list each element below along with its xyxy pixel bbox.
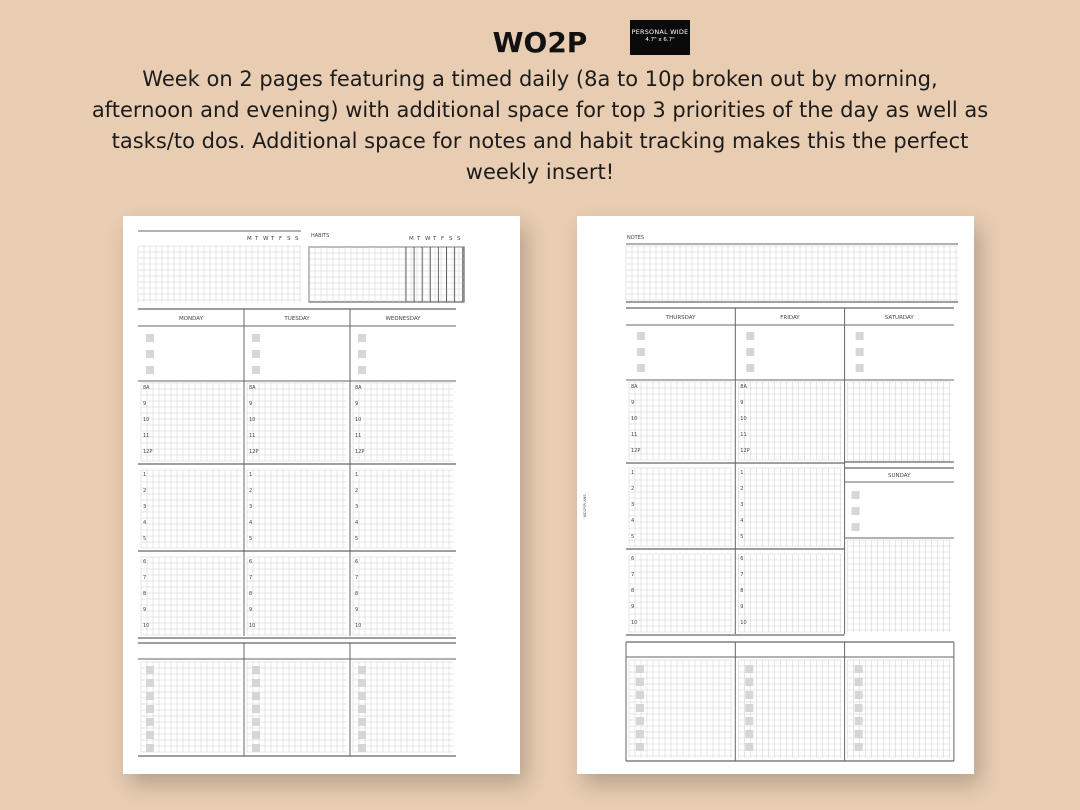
time-slot-label: 11 (143, 433, 150, 439)
habits-weekday-letter: S (449, 236, 453, 242)
time-slot-label: 2 (740, 486, 744, 492)
time-slot-label: 8 (143, 591, 147, 597)
task-checkbox (146, 666, 154, 674)
habits-grid (309, 247, 464, 302)
task-checkbox (636, 730, 644, 738)
priority-checkbox (856, 332, 864, 340)
task-checkbox (252, 705, 260, 713)
time-slot-label: 1 (355, 472, 359, 478)
time-slot-label: 2 (249, 488, 253, 494)
priority-checkbox (358, 334, 366, 342)
task-checkbox (636, 678, 644, 686)
task-checkbox (636, 704, 644, 712)
priority-checkbox (252, 334, 260, 342)
right-page-layout (577, 216, 974, 774)
task-checkbox (855, 730, 863, 738)
time-grid (353, 557, 453, 635)
time-slot-label: 1 (631, 470, 635, 476)
tasks-grid (629, 660, 732, 758)
time-slot-label: 8 (631, 588, 635, 594)
tracker-grid (138, 246, 301, 303)
notes-label: NOTES (627, 235, 645, 241)
priority-checkbox (637, 332, 645, 340)
time-slot-label: 4 (740, 518, 744, 524)
habits-weekday-letter: S (457, 236, 461, 242)
task-checkbox (855, 665, 863, 673)
habits-label: HABITS (311, 233, 330, 239)
task-checkbox (358, 731, 366, 739)
time-slot-label: 1 (249, 472, 253, 478)
time-slot-label: 10 (740, 416, 747, 422)
time-slot-label: 7 (355, 575, 359, 581)
time-slot-label: 5 (740, 534, 744, 540)
time-grid (247, 383, 347, 461)
day-header-sunday: SUNDAY (888, 473, 911, 479)
time-grid (247, 470, 347, 548)
task-checkbox (855, 717, 863, 725)
time-slot-label: 10 (631, 416, 638, 422)
sunday-priority-checkbox (852, 491, 860, 499)
time-grid (738, 554, 841, 632)
task-checkbox (252, 744, 260, 752)
time-slot-label: 4 (631, 518, 635, 524)
time-grid (738, 468, 841, 546)
saturday-grid (848, 382, 951, 462)
time-slot-label: 9 (631, 400, 635, 406)
time-slot-label: 4 (249, 520, 253, 526)
task-checkbox (358, 679, 366, 687)
priority-checkbox (856, 364, 864, 372)
day-header-monday: MONDAY (178, 316, 204, 322)
tracker-weekday-letter: M (247, 236, 252, 242)
tracker-weekday-letter: W (263, 236, 269, 242)
time-slot-label: 6 (355, 559, 359, 565)
task-checkbox (358, 718, 366, 726)
priority-checkbox (252, 350, 260, 358)
time-slot-label: 10 (143, 417, 150, 423)
time-slot-label: 8 (249, 591, 253, 597)
task-checkbox (745, 678, 753, 686)
habits-weekday-letter: M (409, 236, 414, 242)
time-slot-label: 6 (631, 556, 635, 562)
time-slot-label: 11 (249, 433, 256, 439)
priority-checkbox (637, 364, 645, 372)
time-slot-label: 9 (143, 607, 147, 613)
sunday-priority-checkbox (852, 523, 860, 531)
habits-weekday-letter: W (425, 236, 431, 242)
day-header-wednesday: WEDNESDAY (385, 316, 421, 322)
tasks-grid (247, 662, 347, 752)
task-checkbox (855, 691, 863, 699)
priority-checkbox (746, 364, 754, 372)
time-slot-label: 7 (740, 572, 744, 578)
task-checkbox (855, 678, 863, 686)
tasks-grid (848, 660, 951, 758)
task-checkbox (855, 704, 863, 712)
task-checkbox (358, 692, 366, 700)
time-slot-label: 12P (355, 449, 365, 455)
priority-checkbox (252, 366, 260, 374)
day-header-tuesday: TUESDAY (284, 316, 310, 322)
priority-checkbox (746, 332, 754, 340)
habits-weekday-letter: F (441, 236, 445, 242)
time-slot-label: 10 (355, 417, 362, 423)
time-slot-label: 7 (631, 572, 635, 578)
time-slot-label: 7 (249, 575, 253, 581)
left-page-layout (123, 216, 520, 774)
task-checkbox (745, 665, 753, 673)
task-checkbox (252, 679, 260, 687)
time-slot-label: 9 (249, 607, 253, 613)
time-slot-label: 4 (143, 520, 147, 526)
time-slot-label: 10 (740, 620, 747, 626)
side-vertical-text: WO2P/PLANS (583, 494, 587, 518)
time-grid (629, 468, 732, 546)
description: Week on 2 pages featuring a timed daily (8a to 10p broken out by morning, afternoon and evening) with additional space for top 3 priorities of the day as well as tasks/to dos. Additional space for notes and habit tracking makes this the perfect weekly insert! (91, 67, 989, 184)
time-grid (141, 470, 241, 548)
day-header-saturday: SATURDAY (884, 315, 914, 321)
tracker-weekday-letter: F (279, 236, 283, 242)
task-checkbox (146, 731, 154, 739)
notes-grid (626, 246, 958, 301)
priority-checkbox (746, 348, 754, 356)
tracker-weekday-letter: T (271, 236, 275, 242)
time-slot-label: 8 (740, 588, 744, 594)
left-planner-page (123, 216, 520, 774)
task-checkbox (636, 717, 644, 725)
task-checkbox (358, 744, 366, 752)
time-slot-label: 11 (740, 432, 747, 438)
time-slot-label: 3 (740, 502, 744, 508)
time-slot-label: 3 (249, 504, 253, 510)
time-grid (141, 383, 241, 461)
tasks-grid (141, 662, 241, 752)
right-planner-page (577, 216, 974, 774)
task-checkbox (252, 692, 260, 700)
time-slot-label: 6 (249, 559, 253, 565)
time-slot-label: 2 (355, 488, 359, 494)
time-slot-label: 9 (740, 400, 744, 406)
time-slot-label: 10 (355, 623, 362, 629)
size-badge (630, 20, 690, 55)
time-slot-label: 9 (143, 401, 147, 407)
time-slot-label: 12P (740, 448, 750, 454)
time-slot-label: 6 (143, 559, 147, 565)
task-checkbox (745, 704, 753, 712)
day-header-friday: FRIDAY (780, 315, 800, 321)
task-checkbox (358, 705, 366, 713)
time-slot-label: 5 (355, 536, 359, 542)
priority-checkbox (637, 348, 645, 356)
task-checkbox (252, 718, 260, 726)
day-header-thursday: THURSDAY (665, 315, 696, 321)
priority-checkbox (358, 350, 366, 358)
time-slot-label: 9 (631, 604, 635, 610)
task-checkbox (146, 679, 154, 687)
time-slot-label: 5 (143, 536, 147, 542)
time-slot-label: 8 (355, 591, 359, 597)
time-slot-label: 5 (249, 536, 253, 542)
time-slot-label: 10 (249, 417, 256, 423)
page-title: WO2P (492, 26, 588, 59)
task-checkbox (745, 717, 753, 725)
task-checkbox (636, 665, 644, 673)
priority-checkbox (146, 366, 154, 374)
time-slot-label: 9 (355, 607, 359, 613)
time-grid (353, 470, 453, 548)
time-slot-label: 12P (143, 449, 153, 455)
task-checkbox (252, 731, 260, 739)
time-slot-label: 9 (355, 401, 359, 407)
time-slot-label: 9 (740, 604, 744, 610)
tasks-grid (353, 662, 453, 752)
priority-checkbox (146, 350, 154, 358)
time-slot-label: 10 (249, 623, 256, 629)
time-slot-label: 3 (355, 504, 359, 510)
task-checkbox (146, 692, 154, 700)
time-slot-label: 2 (631, 486, 635, 492)
task-checkbox (358, 666, 366, 674)
task-checkbox (146, 718, 154, 726)
time-grid (247, 557, 347, 635)
time-slot-label: 10 (143, 623, 150, 629)
time-slot-label: 3 (631, 502, 635, 508)
tracker-weekday-letter: S (287, 236, 291, 242)
time-slot-label: 3 (143, 504, 147, 510)
time-grid (629, 554, 732, 632)
time-slot-label: 10 (631, 620, 638, 626)
task-checkbox (745, 691, 753, 699)
badge-size-name: PERSONAL WIDE (631, 28, 689, 36)
sunday-grid (848, 540, 951, 632)
time-slot-label: 11 (355, 433, 362, 439)
task-checkbox (252, 666, 260, 674)
time-slot-label: 1 (143, 472, 147, 478)
time-slot-label: 12P (631, 448, 641, 454)
sunday-priority-checkbox (852, 507, 860, 515)
time-slot-label: 12P (249, 449, 259, 455)
time-slot-label: 8A (355, 385, 362, 391)
habits-weekday-letter: T (433, 236, 437, 242)
task-checkbox (855, 743, 863, 751)
tracker-weekday-letter: T (255, 236, 259, 242)
task-checkbox (745, 743, 753, 751)
time-slot-label: 9 (249, 401, 253, 407)
tasks-grid (738, 660, 841, 758)
time-grid (353, 383, 453, 461)
time-slot-label: 2 (143, 488, 147, 494)
task-checkbox (745, 730, 753, 738)
time-slot-label: 8A (143, 385, 150, 391)
badge-dimensions: 4.7" x 6.7" (645, 37, 675, 43)
time-slot-label: 11 (631, 432, 638, 438)
time-slot-label: 8A (249, 385, 256, 391)
time-slot-label: 8A (631, 384, 638, 390)
time-slot-label: 4 (355, 520, 359, 526)
task-checkbox (636, 743, 644, 751)
time-slot-label: 1 (740, 470, 744, 476)
priority-checkbox (146, 334, 154, 342)
habits-weekday-letter: T (417, 236, 421, 242)
time-grid (629, 382, 732, 460)
time-slot-label: 5 (631, 534, 635, 540)
task-checkbox (636, 691, 644, 699)
task-checkbox (146, 705, 154, 713)
time-grid (738, 382, 841, 460)
priority-checkbox (856, 348, 864, 356)
time-slot-label: 7 (143, 575, 147, 581)
time-slot-label: 8A (740, 384, 747, 390)
time-slot-label: 6 (740, 556, 744, 562)
task-checkbox (146, 744, 154, 752)
tracker-weekday-letter: S (295, 236, 299, 242)
priority-checkbox (358, 366, 366, 374)
time-grid (141, 557, 241, 635)
